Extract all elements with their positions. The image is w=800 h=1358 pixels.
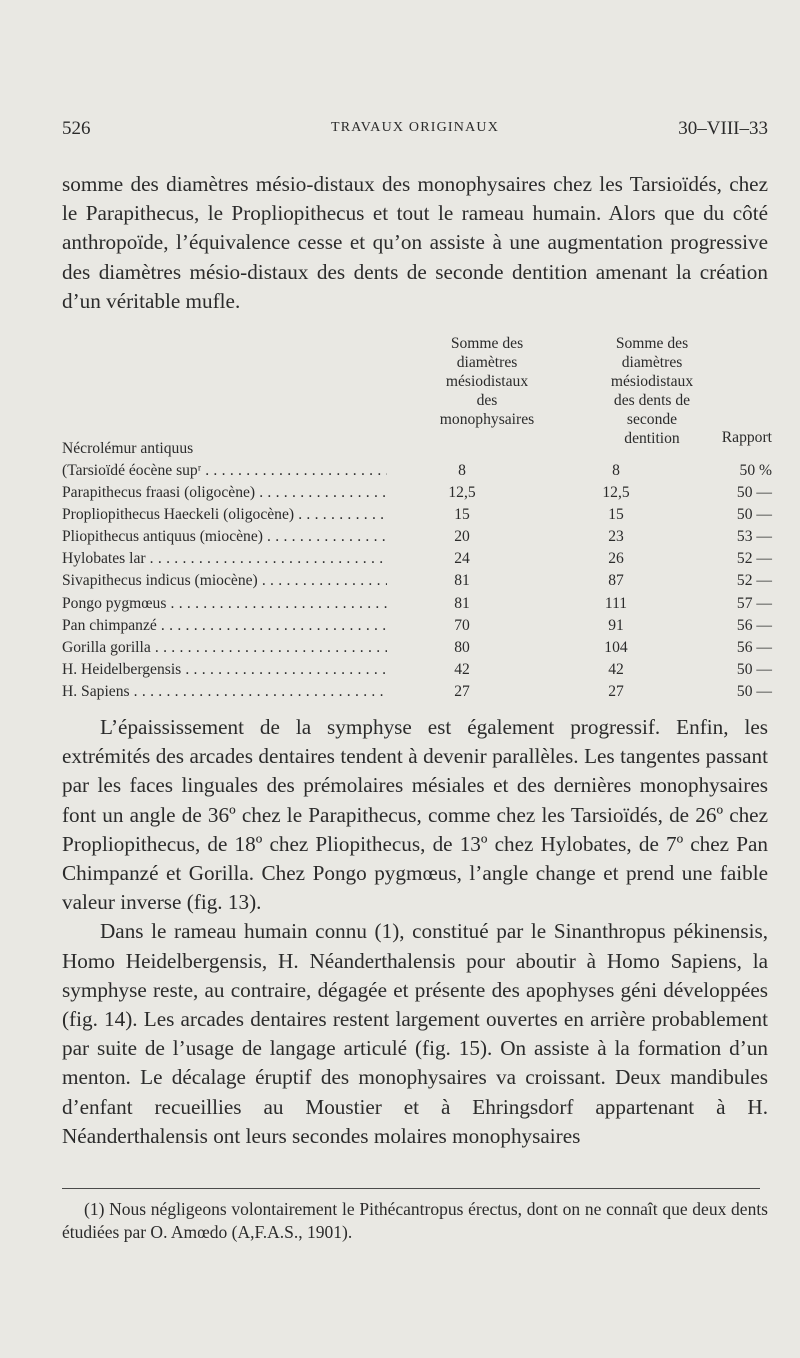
column-header-rapport: Rapport [721,429,772,446]
seconde-dentition-value: 42 [608,660,624,678]
issue-date: 30–VIII–33 [678,118,768,139]
species-name: Hylobates lar . . . [62,548,387,570]
table-row [62,637,772,659]
rapport-value: 50 — [736,484,772,502]
column-header-seconde-dentition: Somme des diamètres mésiodistaux des dents de seconde dentition [610,335,694,447]
seconde-dentition-value: 23 [608,528,624,546]
seconde-dentition-value: 26 [608,550,624,568]
monophysaires-value: 24 [454,550,470,568]
species-name: (Tarsioïdé éocène supʳ . . . [62,460,387,482]
monophysaires-value: 80 [454,638,470,656]
seconde-dentition-value: 111 [604,594,628,612]
monophysaires-value: 12,5 [448,484,476,502]
footnote-divider [62,1188,760,1189]
intro-text [62,170,768,316]
seconde-dentition-value: 87 [608,572,624,590]
table-row [62,526,772,548]
seconde-dentition-value: 104 [604,638,628,656]
table-row [62,570,772,592]
species-name: H. Sapiens . . . [62,681,387,703]
seconde-dentition-value: 15 [608,506,624,524]
table-row [62,615,772,637]
column-header-monophysaires: Somme des diamètres mésiodistaux des monophysaires [439,335,535,428]
seconde-dentition-value: 8 [612,462,620,479]
table-row [62,482,772,504]
page-number: 526 [62,118,91,139]
species-name: Propliopithecus Haeckeli (oligocène) . . . [62,504,387,526]
species-name: Pan chimpanzé . . . [62,615,387,637]
species-label: Nécrolémur antiquus [62,440,194,457]
body-paragraph: L’épaississement de la symphyse est également progressif. Enfin, les extrémités des arcades dentaires tendent à devenir parallèles. Les tangentes passant par les faces linguales des prémolaires mésiales et des dernières monophysaires font un angle de 36º chez le Parapithecus, comme chez les Tarsioïdés, de 26º chez Propliopithecus, de 18º chez Pliopithecus, de 13º chez Hylobates, de 7º chez Pan Chimpanzé et Gorilla. Chez Pongo pygmœus, l’angle change et prend une faible valeur inverse (fig. 13). [62,715,768,915]
monophysaires-value: 8 [458,462,466,479]
seconde-dentition-value: 12,5 [602,484,630,502]
monophysaires-value: 20 [454,528,470,546]
rapport-value: 56 — [736,638,772,656]
monophysaires-value: 27 [454,682,470,700]
seconde-dentition-value: 27 [608,682,624,700]
table-row [62,593,772,615]
table-row [62,460,772,482]
species-name: Parapithecus fraasi (oligocène) . . . [62,482,387,504]
footnote: (1) Nous négligeons volontairement le Pithécantropus érectus, dont on ne connaît que deux dents étudiées par O. Amœdo (A,F.A.S., 1901). [62,1199,768,1242]
rapport-value: 56 — [736,616,772,634]
species-name: Gorilla gorilla . . . [62,637,387,659]
species-name: Pliopithecus antiquus (miocène) . . . [62,526,387,548]
species-name: H. Heidelbergensis . . . [62,659,387,681]
running-title: TRAVAUX ORIGINAUX [330,120,500,135]
rapport-value: 52 — [736,550,772,568]
rapport-value: 50 — [736,506,772,524]
seconde-dentition-value: 91 [608,616,624,634]
rapport-value: 50 — [736,682,772,700]
table-row [62,659,772,681]
table-row [62,548,772,570]
monophysaires-value: 42 [454,660,470,678]
monophysaires-value: 81 [454,594,470,612]
species-name: Pongo pygmœus . . . [62,593,387,615]
intro-paragraph: somme des diamètres mésio-distaux des monophysaires chez les Tarsioïdés, chez le Parapithecus, le Propliopithecus et tout le rameau humain. Alors que du côté anthropoïde, l’équivalence cesse et qu’on assiste à une augmentation progressive des diamètres mésio-distaux des dents de seconde dentition amenant la création d’un véritable mufle. [62,172,768,313]
rapport-value: 57 — [736,594,772,612]
rapport-value: 50 % [739,462,772,479]
monophysaires-value: 81 [454,572,470,590]
table-row [62,681,772,703]
species-name: Sivapithecus indicus (miocène) . . . [62,570,387,592]
body-text [62,713,768,1151]
table-row [62,504,772,526]
table-body [62,460,772,703]
rapport-value: 50 — [736,660,772,678]
body-paragraph: Dans le rameau humain connu (1), constitué par le Sinanthropus pékinensis, Homo Heidelbergensis, H. Néanderthalensis pour aboutir à Homo Sapiens, la symphyse reste, au contraire, dégagée et présente des apophyses géni développées (fig. 14). Les arcades dentaires restent largement ouvertes en arrière probablement par suite de l’usage de langage articulé (fig. 15). On assiste à la formation d’un menton. Le décalage éruptif des monophysaires va croissant. Deux mandibules d’enfant recueillies au Moustier et à Ehringsdorf appartenant à H. Néanderthalensis ont leurs secondes molaires monophysaires [62,919,768,1148]
monophysaires-value: 15 [454,506,470,524]
monophysaires-value: 70 [454,616,470,634]
rapport-value: 53 — [736,528,772,546]
page-header [62,118,768,144]
rapport-value: 52 — [736,572,772,590]
